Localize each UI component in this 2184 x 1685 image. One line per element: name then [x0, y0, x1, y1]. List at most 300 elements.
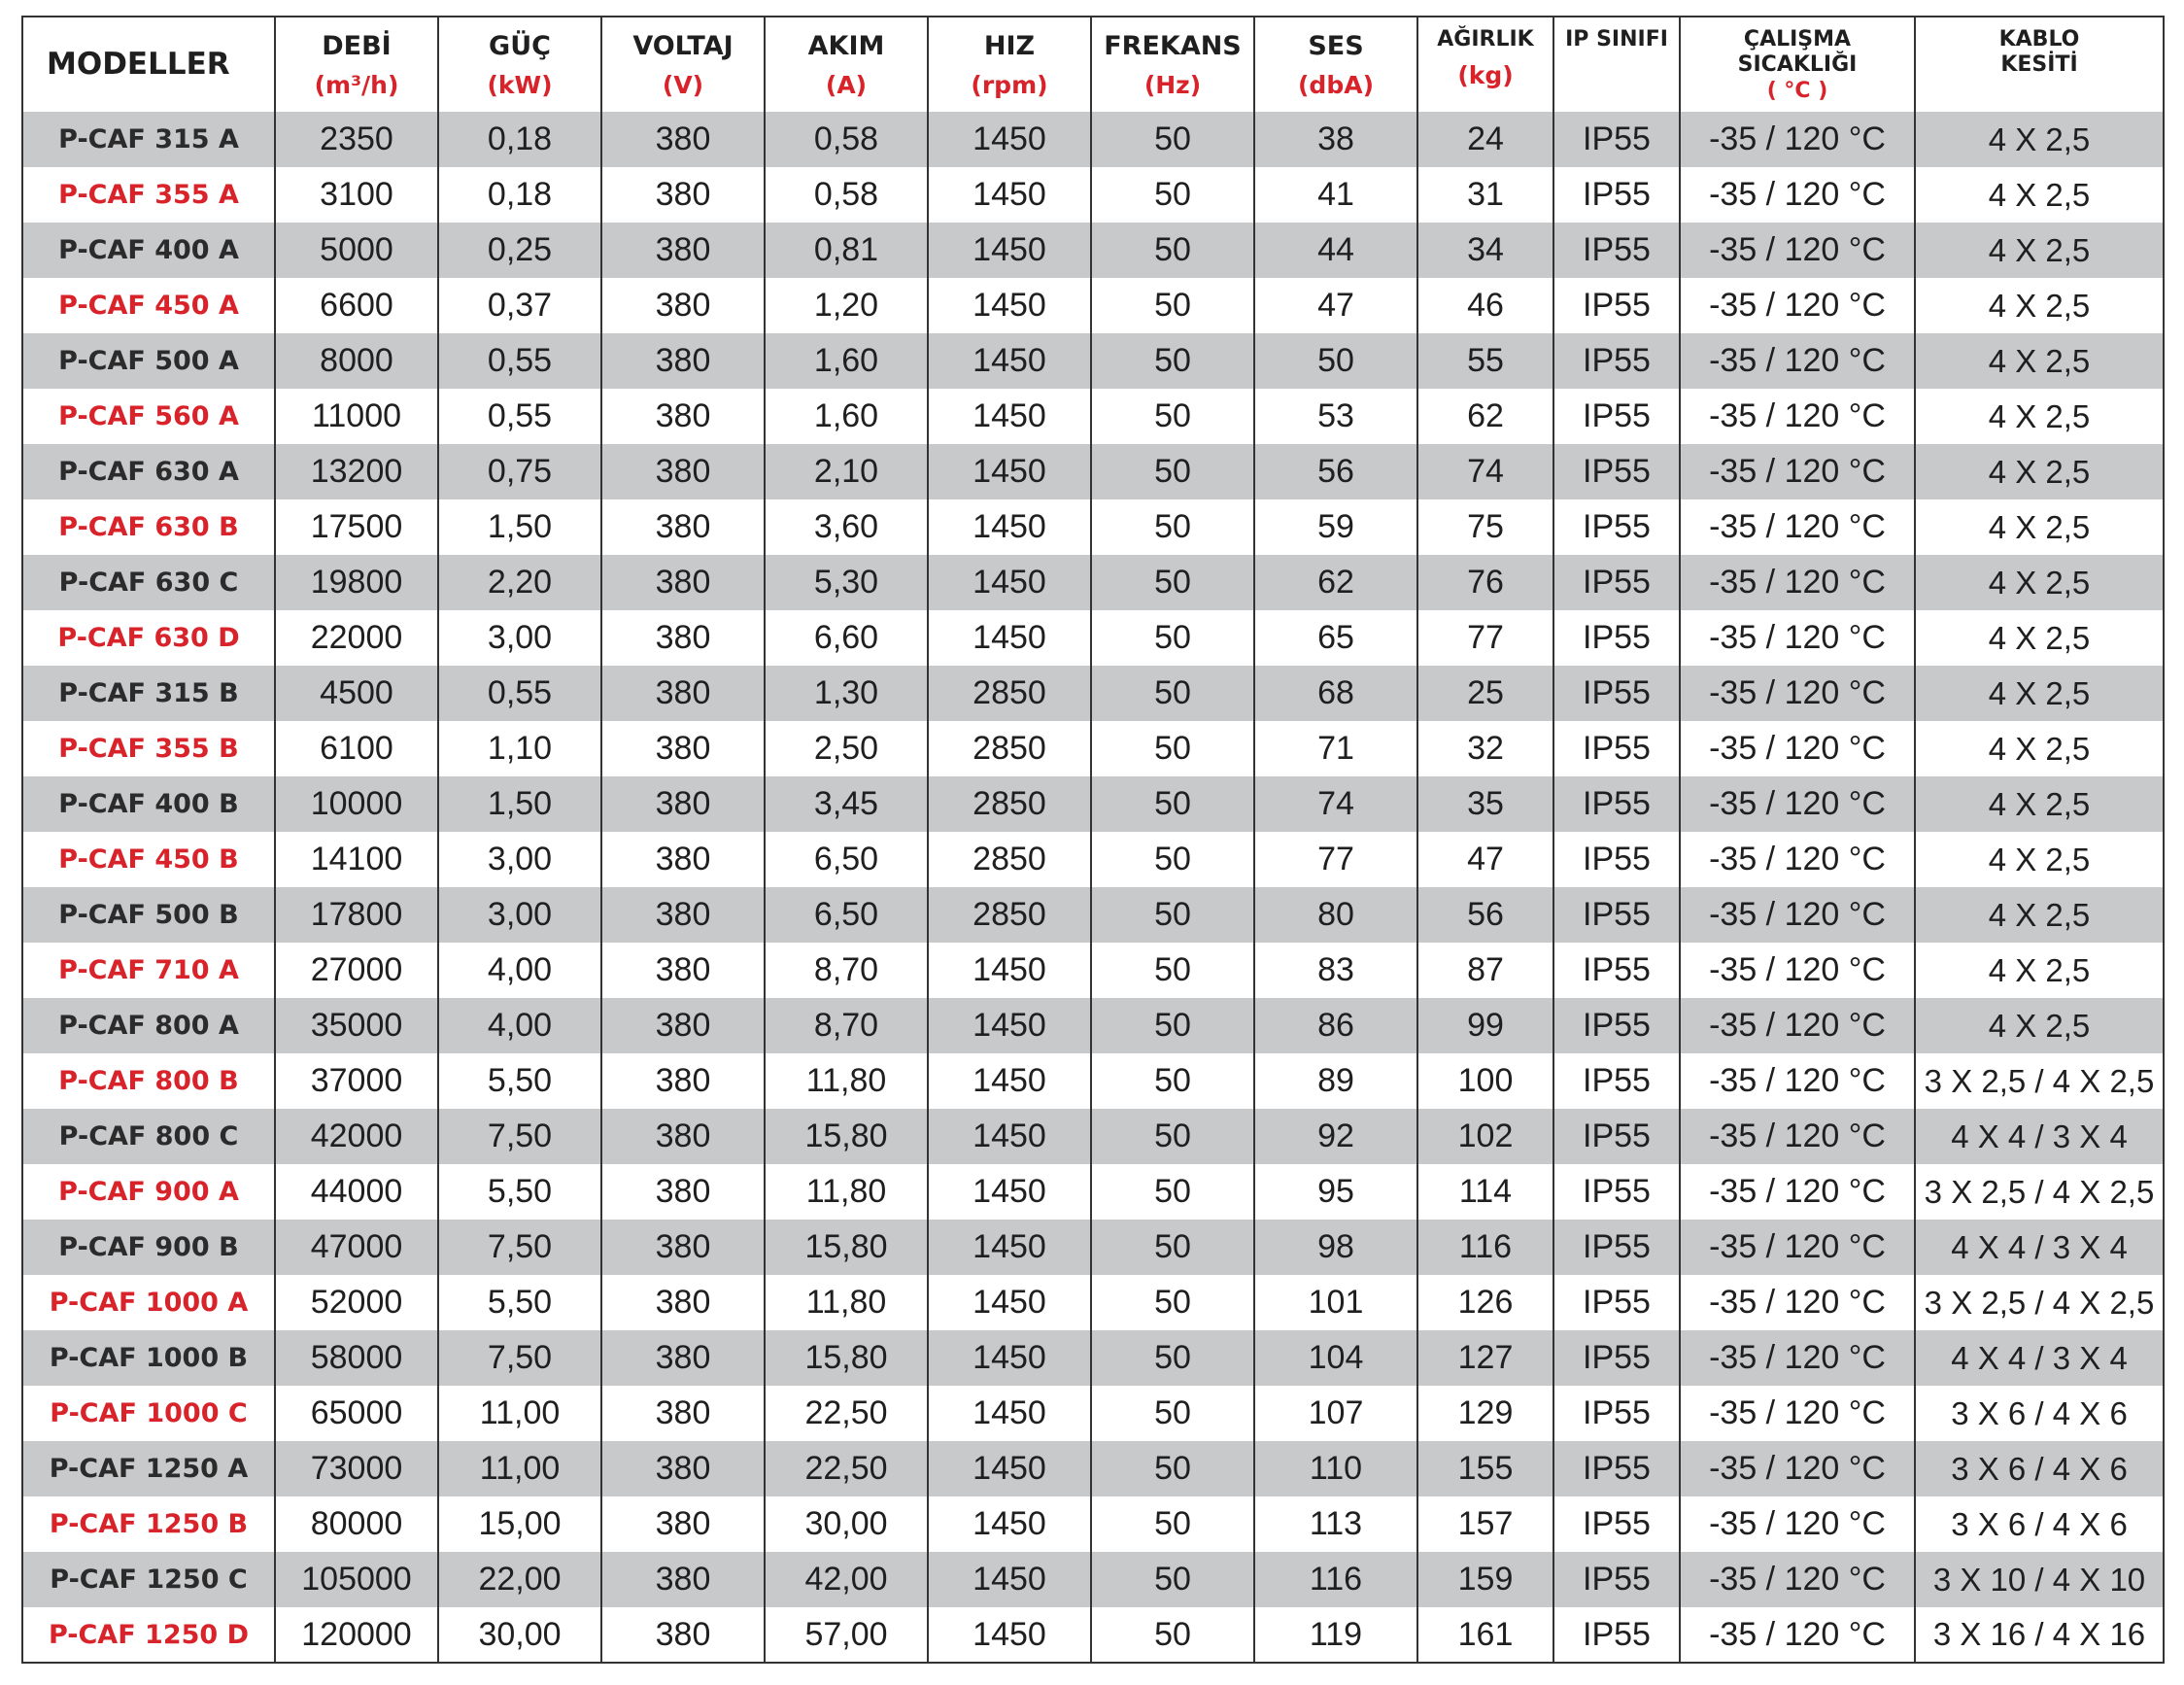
- weight-cell: 47: [1417, 832, 1553, 887]
- ip-class-cell: IP55: [1553, 555, 1680, 610]
- weight-cell: 56: [1417, 887, 1553, 943]
- frequency-cell: 50: [1091, 333, 1254, 389]
- cable-cell: 3 X 2,5 / 4 X 2,5: [1915, 1275, 2164, 1330]
- frequency-cell: 50: [1091, 555, 1254, 610]
- weight-cell: 25: [1417, 666, 1553, 721]
- voltage-cell: 380: [601, 998, 765, 1053]
- temperature-cell: -35 / 120 °C: [1680, 1275, 1915, 1330]
- cable-cell: 4 X 2,5: [1915, 943, 2164, 998]
- voltage-cell: 380: [601, 1496, 765, 1552]
- ip-class-cell: IP55: [1553, 333, 1680, 389]
- current-cell: 11,80: [765, 1053, 928, 1109]
- power-cell: 0,18: [438, 112, 601, 167]
- ip-class-cell: IP55: [1553, 223, 1680, 278]
- frequency-cell: 50: [1091, 776, 1254, 832]
- flow-cell: 22000: [275, 610, 438, 666]
- ip-class-cell: IP55: [1553, 943, 1680, 998]
- sound-cell: 101: [1254, 1275, 1417, 1330]
- cable-cell: 3 X 2,5 / 4 X 2,5: [1915, 1164, 2164, 1220]
- power-cell: 7,50: [438, 1220, 601, 1275]
- speed-cell: 1450: [928, 998, 1091, 1053]
- ip-class-cell: IP55: [1553, 499, 1680, 555]
- flow-cell: 10000: [275, 776, 438, 832]
- power-cell: 1,50: [438, 499, 601, 555]
- speed-cell: 1450: [928, 389, 1091, 444]
- voltage-cell: 380: [601, 223, 765, 278]
- current-cell: 1,60: [765, 333, 928, 389]
- power-cell: 5,50: [438, 1053, 601, 1109]
- table-row: [22, 555, 2164, 610]
- voltage-cell: 380: [601, 1330, 765, 1386]
- frequency-cell: 50: [1091, 887, 1254, 943]
- flow-cell: 14100: [275, 832, 438, 887]
- speed-cell: 1450: [928, 1275, 1091, 1330]
- flow-cell: 17800: [275, 887, 438, 943]
- flow-cell: 6100: [275, 721, 438, 776]
- model-cell: P-CAF 630 D: [22, 610, 275, 666]
- speed-cell: 1450: [928, 1220, 1091, 1275]
- temperature-cell: -35 / 120 °C: [1680, 721, 1915, 776]
- voltage-cell: 380: [601, 333, 765, 389]
- header-sound-label: SES: [1308, 31, 1364, 61]
- table-row: [22, 666, 2164, 721]
- ip-class-cell: IP55: [1553, 832, 1680, 887]
- weight-cell: 31: [1417, 167, 1553, 223]
- table-row: [22, 610, 2164, 666]
- speed-cell: 2850: [928, 776, 1091, 832]
- current-cell: 2,10: [765, 444, 928, 499]
- speed-cell: 1450: [928, 943, 1091, 998]
- sound-cell: 80: [1254, 887, 1417, 943]
- header-flow-unit: (m³/h): [314, 71, 399, 99]
- sound-cell: 65: [1254, 610, 1417, 666]
- power-cell: 1,10: [438, 721, 601, 776]
- speed-cell: 1450: [928, 1607, 1091, 1663]
- frequency-cell: 50: [1091, 389, 1254, 444]
- header-speed: [928, 17, 1091, 112]
- speed-cell: 2850: [928, 832, 1091, 887]
- voltage-cell: 380: [601, 499, 765, 555]
- flow-cell: 105000: [275, 1552, 438, 1607]
- current-cell: 1,30: [765, 666, 928, 721]
- weight-cell: 32: [1417, 721, 1553, 776]
- current-cell: 0,58: [765, 167, 928, 223]
- ip-class-cell: IP55: [1553, 1441, 1680, 1496]
- sound-cell: 50: [1254, 333, 1417, 389]
- weight-cell: 34: [1417, 223, 1553, 278]
- temperature-cell: -35 / 120 °C: [1680, 666, 1915, 721]
- header-speed-label: HIZ: [983, 31, 1036, 61]
- table-row: [22, 832, 2164, 887]
- temperature-cell: -35 / 120 °C: [1680, 610, 1915, 666]
- power-cell: 2,20: [438, 555, 601, 610]
- ip-class-cell: IP55: [1553, 278, 1680, 333]
- power-cell: 5,50: [438, 1275, 601, 1330]
- temperature-cell: -35 / 120 °C: [1680, 112, 1915, 167]
- model-cell: P-CAF 450 A: [22, 278, 275, 333]
- sound-cell: 98: [1254, 1220, 1417, 1275]
- frequency-cell: 50: [1091, 499, 1254, 555]
- cable-cell: 4 X 4 / 3 X 4: [1915, 1220, 2164, 1275]
- flow-cell: 65000: [275, 1386, 438, 1441]
- cable-cell: 4 X 2,5: [1915, 721, 2164, 776]
- temperature-cell: -35 / 120 °C: [1680, 998, 1915, 1053]
- power-cell: 5,50: [438, 1164, 601, 1220]
- cable-cell: 3 X 2,5 / 4 X 2,5: [1915, 1053, 2164, 1109]
- cable-cell: 4 X 2,5: [1915, 112, 2164, 167]
- temperature-cell: -35 / 120 °C: [1680, 389, 1915, 444]
- model-cell: P-CAF 315 B: [22, 666, 275, 721]
- header-sound-unit: (dbA): [1298, 71, 1374, 99]
- header-flow: [275, 17, 438, 112]
- frequency-cell: 50: [1091, 1607, 1254, 1663]
- current-cell: 5,30: [765, 555, 928, 610]
- flow-cell: 35000: [275, 998, 438, 1053]
- sound-cell: 41: [1254, 167, 1417, 223]
- header-current-unit: (A): [825, 71, 868, 99]
- flow-cell: 17500: [275, 499, 438, 555]
- cable-cell: 4 X 2,5: [1915, 610, 2164, 666]
- weight-cell: 127: [1417, 1330, 1553, 1386]
- header-weight: [1417, 17, 1553, 112]
- ip-class-cell: IP55: [1553, 1109, 1680, 1164]
- table-row: [22, 1552, 2164, 1607]
- cable-cell: 4 X 2,5: [1915, 278, 2164, 333]
- current-cell: 57,00: [765, 1607, 928, 1663]
- voltage-cell: 380: [601, 1164, 765, 1220]
- model-cell: P-CAF 355 A: [22, 167, 275, 223]
- model-cell: P-CAF 1000 A: [22, 1275, 275, 1330]
- table-row: [22, 1386, 2164, 1441]
- header-temperature-unit: ( °C ): [1766, 79, 1828, 103]
- sound-cell: 62: [1254, 555, 1417, 610]
- temperature-cell: -35 / 120 °C: [1680, 555, 1915, 610]
- current-cell: 22,50: [765, 1441, 928, 1496]
- sound-cell: 56: [1254, 444, 1417, 499]
- model-cell: P-CAF 630 B: [22, 499, 275, 555]
- temperature-cell: -35 / 120 °C: [1680, 1164, 1915, 1220]
- weight-cell: 62: [1417, 389, 1553, 444]
- speed-cell: 1450: [928, 1496, 1091, 1552]
- speed-cell: 1450: [928, 223, 1091, 278]
- table-row: [22, 499, 2164, 555]
- ip-class-cell: IP55: [1553, 887, 1680, 943]
- temperature-cell: -35 / 120 °C: [1680, 499, 1915, 555]
- sound-cell: 107: [1254, 1386, 1417, 1441]
- frequency-cell: 50: [1091, 1109, 1254, 1164]
- temperature-cell: -35 / 120 °C: [1680, 1552, 1915, 1607]
- table-row: [22, 1330, 2164, 1386]
- temperature-cell: -35 / 120 °C: [1680, 444, 1915, 499]
- speed-cell: 1450: [928, 444, 1091, 499]
- header-speed-unit: (rpm): [971, 71, 1048, 99]
- table-body: [22, 112, 2164, 1663]
- model-cell: P-CAF 630 C: [22, 555, 275, 610]
- weight-cell: 74: [1417, 444, 1553, 499]
- speed-cell: 1450: [928, 1109, 1091, 1164]
- frequency-cell: 50: [1091, 223, 1254, 278]
- weight-cell: 155: [1417, 1441, 1553, 1496]
- flow-cell: 8000: [275, 333, 438, 389]
- flow-cell: 11000: [275, 389, 438, 444]
- power-cell: 7,50: [438, 1109, 601, 1164]
- cable-cell: 4 X 2,5: [1915, 223, 2164, 278]
- flow-cell: 2350: [275, 112, 438, 167]
- speed-cell: 1450: [928, 333, 1091, 389]
- ip-class-cell: IP55: [1553, 1053, 1680, 1109]
- speed-cell: 1450: [928, 1053, 1091, 1109]
- power-cell: 30,00: [438, 1607, 601, 1663]
- power-cell: 0,55: [438, 389, 601, 444]
- model-cell: P-CAF 500 B: [22, 887, 275, 943]
- power-cell: 11,00: [438, 1386, 601, 1441]
- temperature-cell: -35 / 120 °C: [1680, 776, 1915, 832]
- model-cell: P-CAF 800 B: [22, 1053, 275, 1109]
- specifications-table: [21, 16, 2165, 1664]
- current-cell: 15,80: [765, 1220, 928, 1275]
- frequency-cell: 50: [1091, 1552, 1254, 1607]
- table-row: [22, 1109, 2164, 1164]
- model-cell: P-CAF 800 C: [22, 1109, 275, 1164]
- power-cell: 1,50: [438, 776, 601, 832]
- header-ip-class-label: IP SINIFI: [1565, 27, 1668, 52]
- power-cell: 22,00: [438, 1552, 601, 1607]
- voltage-cell: 380: [601, 610, 765, 666]
- model-cell: P-CAF 1000 C: [22, 1386, 275, 1441]
- cable-cell: 3 X 6 / 4 X 6: [1915, 1386, 2164, 1441]
- sound-cell: 89: [1254, 1053, 1417, 1109]
- current-cell: 3,45: [765, 776, 928, 832]
- weight-cell: 116: [1417, 1220, 1553, 1275]
- sound-cell: 110: [1254, 1441, 1417, 1496]
- header-power-unit: (kW): [487, 71, 553, 99]
- current-cell: 6,60: [765, 610, 928, 666]
- ip-class-cell: IP55: [1553, 776, 1680, 832]
- frequency-cell: 50: [1091, 1220, 1254, 1275]
- header-frequency: [1091, 17, 1254, 112]
- frequency-cell: 50: [1091, 1164, 1254, 1220]
- frequency-cell: 50: [1091, 721, 1254, 776]
- sound-cell: 59: [1254, 499, 1417, 555]
- temperature-cell: -35 / 120 °C: [1680, 223, 1915, 278]
- model-cell: P-CAF 800 A: [22, 998, 275, 1053]
- flow-cell: 58000: [275, 1330, 438, 1386]
- weight-cell: 99: [1417, 998, 1553, 1053]
- weight-cell: 24: [1417, 112, 1553, 167]
- power-cell: 11,00: [438, 1441, 601, 1496]
- cable-cell: 4 X 2,5: [1915, 776, 2164, 832]
- weight-cell: 159: [1417, 1552, 1553, 1607]
- voltage-cell: 380: [601, 721, 765, 776]
- header-temperature-label: ÇALIŞMA SICAKLIĞI: [1737, 27, 1858, 77]
- sound-cell: 83: [1254, 943, 1417, 998]
- power-cell: 3,00: [438, 610, 601, 666]
- speed-cell: 1450: [928, 1330, 1091, 1386]
- voltage-cell: 380: [601, 943, 765, 998]
- ip-class-cell: IP55: [1553, 1496, 1680, 1552]
- speed-cell: 2850: [928, 887, 1091, 943]
- cable-cell: 4 X 2,5: [1915, 499, 2164, 555]
- voltage-cell: 380: [601, 1552, 765, 1607]
- voltage-cell: 380: [601, 555, 765, 610]
- weight-cell: 76: [1417, 555, 1553, 610]
- speed-cell: 1450: [928, 1386, 1091, 1441]
- header-voltage-unit: (V): [662, 71, 704, 99]
- table-row: [22, 1164, 2164, 1220]
- table-row: [22, 776, 2164, 832]
- model-cell: P-CAF 630 A: [22, 444, 275, 499]
- model-cell: P-CAF 1250 B: [22, 1496, 275, 1552]
- ip-class-cell: IP55: [1553, 721, 1680, 776]
- sound-cell: 95: [1254, 1164, 1417, 1220]
- voltage-cell: 380: [601, 167, 765, 223]
- table-row: [22, 278, 2164, 333]
- cable-cell: 4 X 2,5: [1915, 555, 2164, 610]
- ip-class-cell: IP55: [1553, 112, 1680, 167]
- model-cell: P-CAF 560 A: [22, 389, 275, 444]
- temperature-cell: -35 / 120 °C: [1680, 1053, 1915, 1109]
- ip-class-cell: IP55: [1553, 444, 1680, 499]
- speed-cell: 1450: [928, 555, 1091, 610]
- flow-cell: 120000: [275, 1607, 438, 1663]
- power-cell: 0,55: [438, 333, 601, 389]
- ip-class-cell: IP55: [1553, 167, 1680, 223]
- table-row: [22, 1053, 2164, 1109]
- frequency-cell: 50: [1091, 1386, 1254, 1441]
- ip-class-cell: IP55: [1553, 1164, 1680, 1220]
- ip-class-cell: IP55: [1553, 1552, 1680, 1607]
- temperature-cell: -35 / 120 °C: [1680, 943, 1915, 998]
- temperature-cell: -35 / 120 °C: [1680, 1330, 1915, 1386]
- header-model: [22, 17, 275, 112]
- frequency-cell: 50: [1091, 832, 1254, 887]
- header-current-label: AKIM: [807, 31, 885, 61]
- voltage-cell: 380: [601, 887, 765, 943]
- table-row: [22, 389, 2164, 444]
- header-model-label: MODELLER: [47, 47, 230, 82]
- flow-cell: 4500: [275, 666, 438, 721]
- sound-cell: 92: [1254, 1109, 1417, 1164]
- table-row: [22, 112, 2164, 167]
- cable-cell: 4 X 4 / 3 X 4: [1915, 1330, 2164, 1386]
- cable-cell: 4 X 2,5: [1915, 666, 2164, 721]
- header-cable-label: KABLO KESİTİ: [1998, 27, 2080, 77]
- cable-cell: 3 X 16 / 4 X 16: [1915, 1607, 2164, 1663]
- header-power: [438, 17, 601, 112]
- table-row: [22, 943, 2164, 998]
- sound-cell: 113: [1254, 1496, 1417, 1552]
- speed-cell: 2850: [928, 721, 1091, 776]
- frequency-cell: 50: [1091, 278, 1254, 333]
- voltage-cell: 380: [601, 1607, 765, 1663]
- weight-cell: 46: [1417, 278, 1553, 333]
- current-cell: 0,81: [765, 223, 928, 278]
- current-cell: 1,60: [765, 389, 928, 444]
- speed-cell: 1450: [928, 112, 1091, 167]
- sound-cell: 116: [1254, 1552, 1417, 1607]
- temperature-cell: -35 / 120 °C: [1680, 1109, 1915, 1164]
- ip-class-cell: IP55: [1553, 666, 1680, 721]
- current-cell: 0,58: [765, 112, 928, 167]
- weight-cell: 161: [1417, 1607, 1553, 1663]
- sound-cell: 77: [1254, 832, 1417, 887]
- current-cell: 22,50: [765, 1386, 928, 1441]
- ip-class-cell: IP55: [1553, 1220, 1680, 1275]
- voltage-cell: 380: [601, 444, 765, 499]
- power-cell: 3,00: [438, 832, 601, 887]
- model-cell: P-CAF 900 B: [22, 1220, 275, 1275]
- weight-cell: 129: [1417, 1386, 1553, 1441]
- cable-cell: 4 X 2,5: [1915, 333, 2164, 389]
- flow-cell: 27000: [275, 943, 438, 998]
- sound-cell: 53: [1254, 389, 1417, 444]
- frequency-cell: 50: [1091, 1441, 1254, 1496]
- frequency-cell: 50: [1091, 943, 1254, 998]
- voltage-cell: 380: [601, 278, 765, 333]
- cable-cell: 4 X 2,5: [1915, 389, 2164, 444]
- frequency-cell: 50: [1091, 1053, 1254, 1109]
- table-row: [22, 887, 2164, 943]
- ip-class-cell: IP55: [1553, 1330, 1680, 1386]
- current-cell: 3,60: [765, 499, 928, 555]
- cable-cell: 4 X 2,5: [1915, 167, 2164, 223]
- flow-cell: 80000: [275, 1496, 438, 1552]
- sound-cell: 119: [1254, 1607, 1417, 1663]
- power-cell: 0,55: [438, 666, 601, 721]
- model-cell: P-CAF 1000 B: [22, 1330, 275, 1386]
- cable-cell: 4 X 2,5: [1915, 444, 2164, 499]
- flow-cell: 42000: [275, 1109, 438, 1164]
- ip-class-cell: IP55: [1553, 1275, 1680, 1330]
- header-cable: [1915, 17, 2164, 112]
- temperature-cell: -35 / 120 °C: [1680, 278, 1915, 333]
- current-cell: 15,80: [765, 1330, 928, 1386]
- header-current: [765, 17, 928, 112]
- table-row: [22, 223, 2164, 278]
- flow-cell: 6600: [275, 278, 438, 333]
- temperature-cell: -35 / 120 °C: [1680, 1386, 1915, 1441]
- weight-cell: 126: [1417, 1275, 1553, 1330]
- voltage-cell: 380: [601, 1109, 765, 1164]
- cable-cell: 4 X 2,5: [1915, 998, 2164, 1053]
- power-cell: 0,37: [438, 278, 601, 333]
- flow-cell: 3100: [275, 167, 438, 223]
- sound-cell: 104: [1254, 1330, 1417, 1386]
- frequency-cell: 50: [1091, 112, 1254, 167]
- weight-cell: 100: [1417, 1053, 1553, 1109]
- temperature-cell: -35 / 120 °C: [1680, 887, 1915, 943]
- header-weight-label: AĞIRLIK: [1437, 27, 1534, 52]
- sound-cell: 71: [1254, 721, 1417, 776]
- table-row: [22, 1607, 2164, 1663]
- temperature-cell: -35 / 120 °C: [1680, 832, 1915, 887]
- sound-cell: 74: [1254, 776, 1417, 832]
- voltage-cell: 380: [601, 1220, 765, 1275]
- header-sound: [1254, 17, 1417, 112]
- frequency-cell: 50: [1091, 167, 1254, 223]
- current-cell: 1,20: [765, 278, 928, 333]
- cable-cell: 3 X 6 / 4 X 6: [1915, 1441, 2164, 1496]
- table-row: [22, 1441, 2164, 1496]
- speed-cell: 1450: [928, 278, 1091, 333]
- temperature-cell: -35 / 120 °C: [1680, 1496, 1915, 1552]
- voltage-cell: 380: [601, 1053, 765, 1109]
- weight-cell: 55: [1417, 333, 1553, 389]
- current-cell: 11,80: [765, 1164, 928, 1220]
- header-frequency-label: FREKANS: [1104, 31, 1242, 61]
- header-weight-unit: (kg): [1457, 61, 1514, 89]
- flow-cell: 13200: [275, 444, 438, 499]
